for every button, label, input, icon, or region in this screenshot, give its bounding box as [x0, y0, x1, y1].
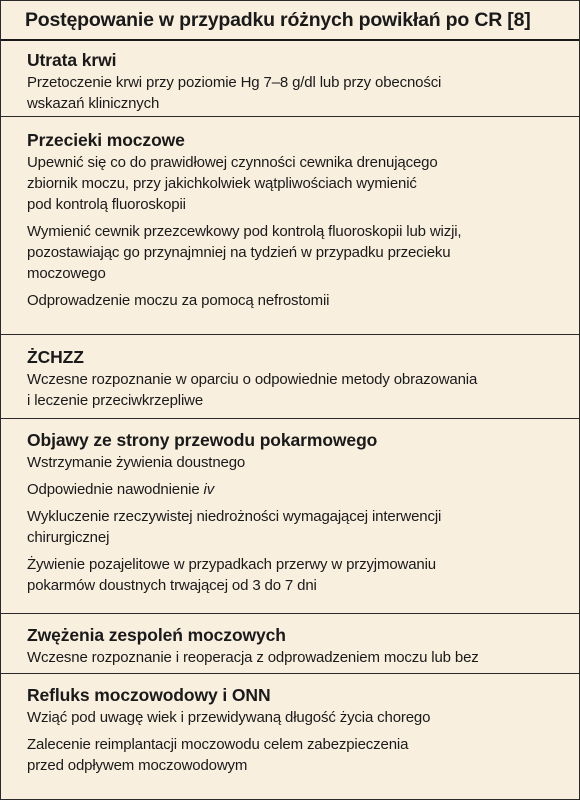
section-item	[27, 152, 569, 215]
section-item	[27, 369, 569, 411]
item-line: zbiornik moczu, przy jakichkolwiek wątpliwościach wymienić	[27, 175, 417, 192]
section-urinary-leaks	[1, 117, 579, 335]
item-line: Wymienić cewnik przezcewkowy pod kontrolą fluoroskopii lub wizji,	[27, 223, 462, 240]
item-line: Wstrzymanie żywienia doustnego	[27, 454, 246, 471]
section-item	[27, 554, 569, 596]
item-line: Wykluczenie rzeczywistej niedrożności wymagającej interwencji	[27, 508, 442, 525]
section-item	[27, 452, 569, 473]
item-line: Upewnić się co do prawidłowej czynności cewnika drenującego	[27, 154, 438, 171]
section-heading: Refluks moczowodowy i ONN	[27, 685, 271, 705]
section-item	[27, 647, 569, 668]
section-item	[27, 479, 569, 500]
section-heading: Zwężenia zespoleń moczowych	[27, 625, 286, 645]
section-ureteral-reflux	[1, 674, 579, 796]
item-text: Odpowiednie nawodnienie	[27, 481, 204, 498]
item-line: wskazań klinicznych	[27, 95, 160, 112]
item-line: Wziąć pod uwagę wiek i przewidywaną długość życia chorego	[27, 709, 431, 726]
section-item	[27, 72, 569, 114]
item-line: pokarmów doustnych trwającej od 3 do 7 dni	[27, 577, 317, 594]
section-item	[27, 506, 569, 548]
item-line: chirurgicznej	[27, 529, 110, 546]
section-blood-loss	[1, 41, 579, 117]
item-line: Odprowadzenie moczu za pomocą nefrostomii	[27, 292, 330, 309]
item-line: Przetoczenie krwi przy poziomie Hg 7–8 g/dl lub przy obecności	[27, 74, 442, 91]
item-line: Wczesne rozpoznanie i reoperacja z odprowadzeniem moczu lub bez	[27, 649, 479, 666]
item-line: Wczesne rozpoznanie w oparciu o odpowiednie metody obrazowania	[27, 371, 478, 388]
section-heading: Przecieki moczowe	[27, 130, 185, 150]
item-line: i leczenie przeciwkrzepliwe	[27, 392, 204, 409]
section-heading: ŻCHZZ	[27, 347, 84, 367]
section-item	[27, 221, 569, 284]
section-vte	[1, 335, 579, 419]
item-line: Zalecenie reimplantacji moczowodu celem zabezpieczenia	[27, 736, 409, 753]
section-heading: Utrata krwi	[27, 50, 117, 70]
item-line: pozostawiając go przynajmniej na tydzień w przypadku przecieku	[27, 244, 451, 261]
item-line	[27, 479, 569, 500]
table-title: Postępowanie w przypadku różnych powikłań po CR [8]	[1, 1, 579, 41]
item-line: Żywienie pozajelitowe w przypadkach przerwy w przyjmowaniu	[27, 556, 436, 573]
item-line: moczowego	[27, 265, 106, 282]
section-gastrointestinal	[1, 419, 579, 614]
section-item	[27, 707, 569, 728]
section-item	[27, 734, 569, 776]
item-italic-suffix: iv	[203, 481, 215, 498]
section-anastomotic-strictures	[1, 614, 579, 674]
section-heading: Objawy ze strony przewodu pokarmowego	[27, 430, 378, 450]
item-line: przed odpływem moczowodowym	[27, 757, 248, 774]
item-line: pod kontrolą fluoroskopii	[27, 196, 186, 213]
section-item	[27, 290, 569, 311]
